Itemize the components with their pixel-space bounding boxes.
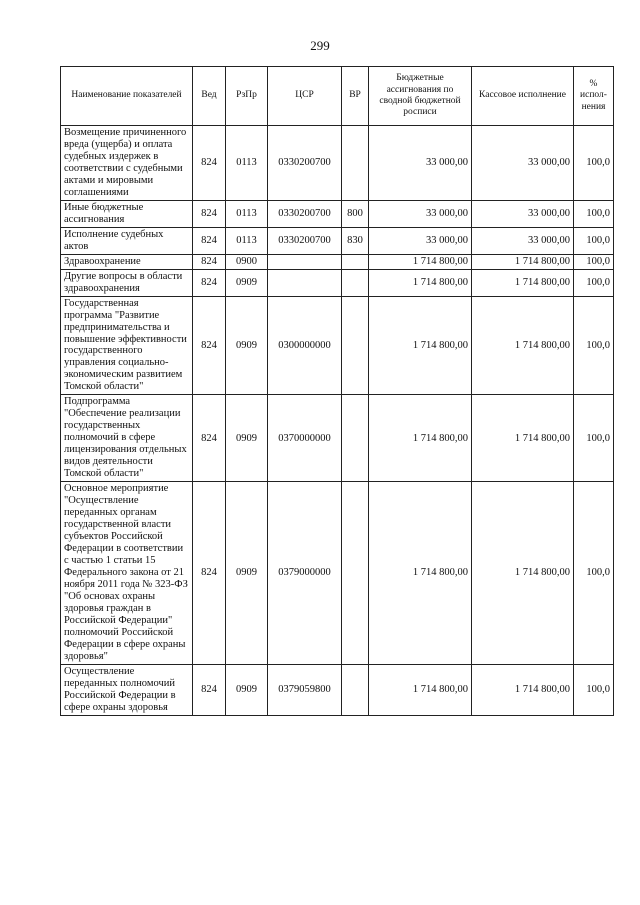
row-cash: 33 000,00 — [472, 227, 574, 254]
row-csr: 0330200700 — [268, 227, 342, 254]
row-percent: 100,0 — [574, 254, 614, 269]
row-vr — [342, 254, 369, 269]
row-cash: 1 714 800,00 — [472, 395, 574, 482]
row-name: Иные бюджетные ассигнования — [61, 200, 193, 227]
row-csr — [268, 254, 342, 269]
row-ved: 824 — [193, 395, 226, 482]
table-row — [61, 200, 614, 227]
row-percent: 100,0 — [574, 227, 614, 254]
row-ved: 824 — [193, 269, 226, 296]
row-percent: 100,0 — [574, 269, 614, 296]
row-csr: 0330200700 — [268, 200, 342, 227]
row-ved: 824 — [193, 296, 226, 395]
row-ved: 824 — [193, 254, 226, 269]
row-percent: 100,0 — [574, 664, 614, 715]
row-name: Государственная программа "Развитие предпринимательства и повышение эффективности государственного управления социально-экономическим развитием Томской области" — [61, 296, 193, 395]
row-budget: 1 714 800,00 — [369, 664, 472, 715]
row-csr: 0330200700 — [268, 126, 342, 201]
row-rzpr: 0909 — [226, 269, 268, 296]
row-rzpr: 0113 — [226, 200, 268, 227]
row-rzpr: 0113 — [226, 227, 268, 254]
row-vr: 800 — [342, 200, 369, 227]
row-percent: 100,0 — [574, 200, 614, 227]
page-number: 299 — [310, 38, 330, 53]
row-rzpr: 0909 — [226, 482, 268, 665]
row-vr — [342, 482, 369, 665]
row-budget: 33 000,00 — [369, 126, 472, 201]
row-budget: 1 714 800,00 — [369, 482, 472, 665]
row-budget: 1 714 800,00 — [369, 269, 472, 296]
row-budget: 1 714 800,00 — [369, 296, 472, 395]
row-rzpr: 0900 — [226, 254, 268, 269]
table-row — [61, 269, 614, 296]
row-percent: 100,0 — [574, 296, 614, 395]
row-rzpr: 0909 — [226, 296, 268, 395]
table-row — [61, 254, 614, 269]
header-cash: Кассовое исполнение — [472, 67, 574, 126]
row-budget: 33 000,00 — [369, 200, 472, 227]
row-cash: 1 714 800,00 — [472, 296, 574, 395]
header-ved: Вед — [193, 67, 226, 126]
row-vr — [342, 126, 369, 201]
row-name: Здравоохранение — [61, 254, 193, 269]
header-csr: ЦСР — [268, 67, 342, 126]
row-cash: 1 714 800,00 — [472, 269, 574, 296]
row-cash: 33 000,00 — [472, 126, 574, 201]
row-budget: 1 714 800,00 — [369, 395, 472, 482]
row-budget: 1 714 800,00 — [369, 254, 472, 269]
row-name: Подпрограмма "Обеспечение реализации государственных полномочий в сфере лицензирования отдельных видов деятельности Томской области" — [61, 395, 193, 482]
table-row — [61, 482, 614, 665]
row-ved: 824 — [193, 200, 226, 227]
header-vr: ВР — [342, 67, 369, 126]
row-percent: 100,0 — [574, 126, 614, 201]
table-row — [61, 664, 614, 715]
row-csr: 0379000000 — [268, 482, 342, 665]
row-name: Исполнение судебных актов — [61, 227, 193, 254]
table-row — [61, 126, 614, 201]
row-vr — [342, 395, 369, 482]
row-csr — [268, 269, 342, 296]
row-rzpr: 0909 — [226, 664, 268, 715]
row-ved: 824 — [193, 482, 226, 665]
row-csr: 0300000000 — [268, 296, 342, 395]
row-cash: 33 000,00 — [472, 200, 574, 227]
header-name: Наименование показателей — [61, 67, 193, 126]
header-percent: % испол-нения — [574, 67, 614, 126]
row-rzpr: 0909 — [226, 395, 268, 482]
row-name: Другие вопросы в области здравоохранения — [61, 269, 193, 296]
table-row — [61, 296, 614, 395]
header-budget: Бюджетные ассигнования по сводной бюджетной росписи — [369, 67, 472, 126]
table-row — [61, 395, 614, 482]
row-vr — [342, 296, 369, 395]
table-header-row — [61, 67, 614, 126]
row-vr — [342, 269, 369, 296]
row-vr — [342, 664, 369, 715]
row-vr: 830 — [342, 227, 369, 254]
budget-execution-table — [60, 66, 614, 716]
row-name: Основное мероприятие "Осуществление переданных органам государственной власти субъектов Российской Федерации в соответствии с частью 1 статьи 15 Федерального закона от 21 ноября 2011 года № 323-ФЗ "Об основах охраны здоровья граждан в Российской Федерации" полномочий Российской Федерации в сфере охраны здоровья" — [61, 482, 193, 665]
row-budget: 33 000,00 — [369, 227, 472, 254]
row-name: Возмещение причиненного вреда (ущерба) и оплата судебных издержек в соответствии с судебными актами и мировыми соглашениями — [61, 126, 193, 201]
row-cash: 1 714 800,00 — [472, 482, 574, 665]
row-ved: 824 — [193, 227, 226, 254]
row-name: Осуществление переданных полномочий Российской Федерации в сфере охраны здоровья — [61, 664, 193, 715]
row-ved: 824 — [193, 126, 226, 201]
row-percent: 100,0 — [574, 482, 614, 665]
row-cash: 1 714 800,00 — [472, 254, 574, 269]
row-percent: 100,0 — [574, 395, 614, 482]
row-csr: 0370000000 — [268, 395, 342, 482]
row-ved: 824 — [193, 664, 226, 715]
table-row — [61, 227, 614, 254]
header-rzpr: РзПр — [226, 67, 268, 126]
row-csr: 0379059800 — [268, 664, 342, 715]
row-rzpr: 0113 — [226, 126, 268, 201]
row-cash: 1 714 800,00 — [472, 664, 574, 715]
